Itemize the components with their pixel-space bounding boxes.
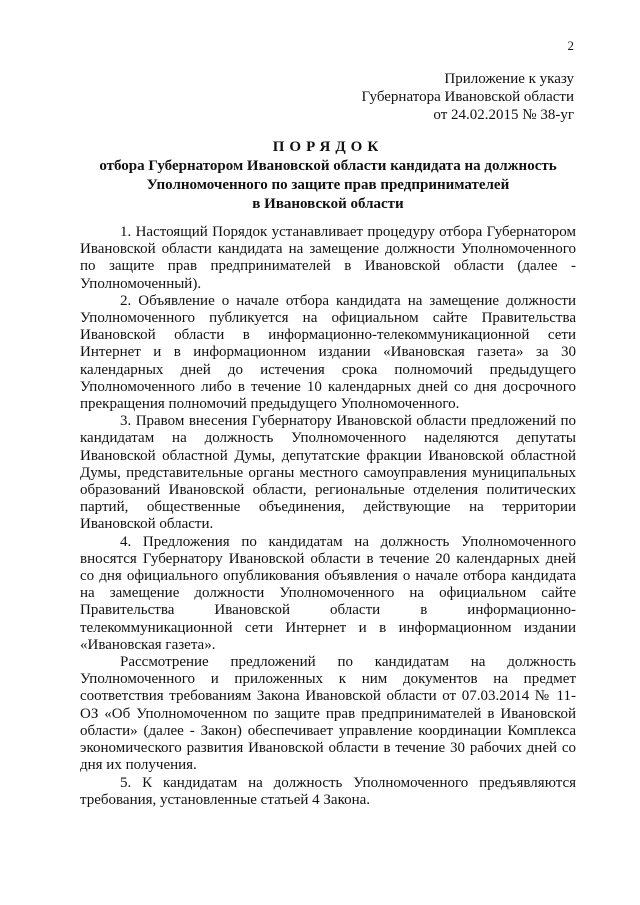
- title-line-2: Уполномоченного по защите прав предпринимателей: [146, 177, 510, 193]
- title-line-1: отбора Губернатором Ивановской области кандидата на должность: [99, 158, 557, 174]
- paragraph-5: 5. К кандидатам на должность Уполномоченного предъявляются требования, установленные статьей 4 Закона.: [80, 774, 576, 808]
- paragraph-3: 3. Правом внесения Губернатору Ивановской области предложений по кандидатам на должность Уполномоченного наделяются депутаты Ивановской областной Думы, депутатские фракции Ивановской областной Думы, представительные органы местного самоуправления муниципальных образований Ивановской области, региональные отделения политических партий, общественные объединения, действующие на территории Ивановской области.: [80, 413, 576, 533]
- page-number: 2: [567, 38, 574, 53]
- paragraph-2: 2. Объявление о начале отбора кандидата на замещение должности Уполномоченного публикуется на официальном сайте Правительства Ивановской области в информационно-телекоммуникационной сети Интернет и в информационном издании «Ивановская газета» за 30 календарных дней до истечения срока полномочий предыдущего Уполномоченного либо в течение 10 календарных дней со дня досрочного прекращения полномочий предыдущего Уполномоченного.: [80, 292, 576, 413]
- approval-line-1: Приложение к указу: [444, 71, 574, 87]
- paragraph-1: 1. Настоящий Порядок устанавливает процедуру отбора Губернатором Ивановской области кандидата на замещение должности Уполномоченного по защите прав предпринимателей в Ивановской области (далее - Уполномоченный).: [80, 224, 576, 292]
- title-heading: ПОРЯДОК: [272, 139, 384, 155]
- approval-stamp: [361, 70, 574, 124]
- approval-line-2: Губернатора Ивановской области: [361, 89, 574, 105]
- paragraph-4-review: Рассмотрение предложений по кандидатам на должность Уполномоченного и приложенных к ним документов на предмет соответствия требованиям Закона Ивановской области от 07.03.2014 № 11-ОЗ «Об Уполномоченном по защите прав предпринимателей в Ивановской области» (далее - Закон) обеспечивает управление координации Комплекса экономического развития Ивановской области в течение 30 рабочих дней со дня их получения.: [80, 654, 576, 774]
- title-line-3: в Ивановской области: [252, 196, 404, 212]
- document-body: [80, 224, 576, 809]
- paragraph-4: 4. Предложения по кандидатам на должность Уполномоченного вносятся Губернатору Ивановской области в течение 20 календарных дней со дня официального опубликования объявления о начале отбора кандидата на замещение должности Уполномоченного на официальном сайте Правительства Ивановской области в информационно-телекоммуникационной сети Интернет и в информационном издании «Ивановская газета».: [80, 533, 576, 653]
- document-title: [80, 138, 576, 214]
- approval-line-3: от 24.02.2015 № 38-уг: [433, 107, 574, 123]
